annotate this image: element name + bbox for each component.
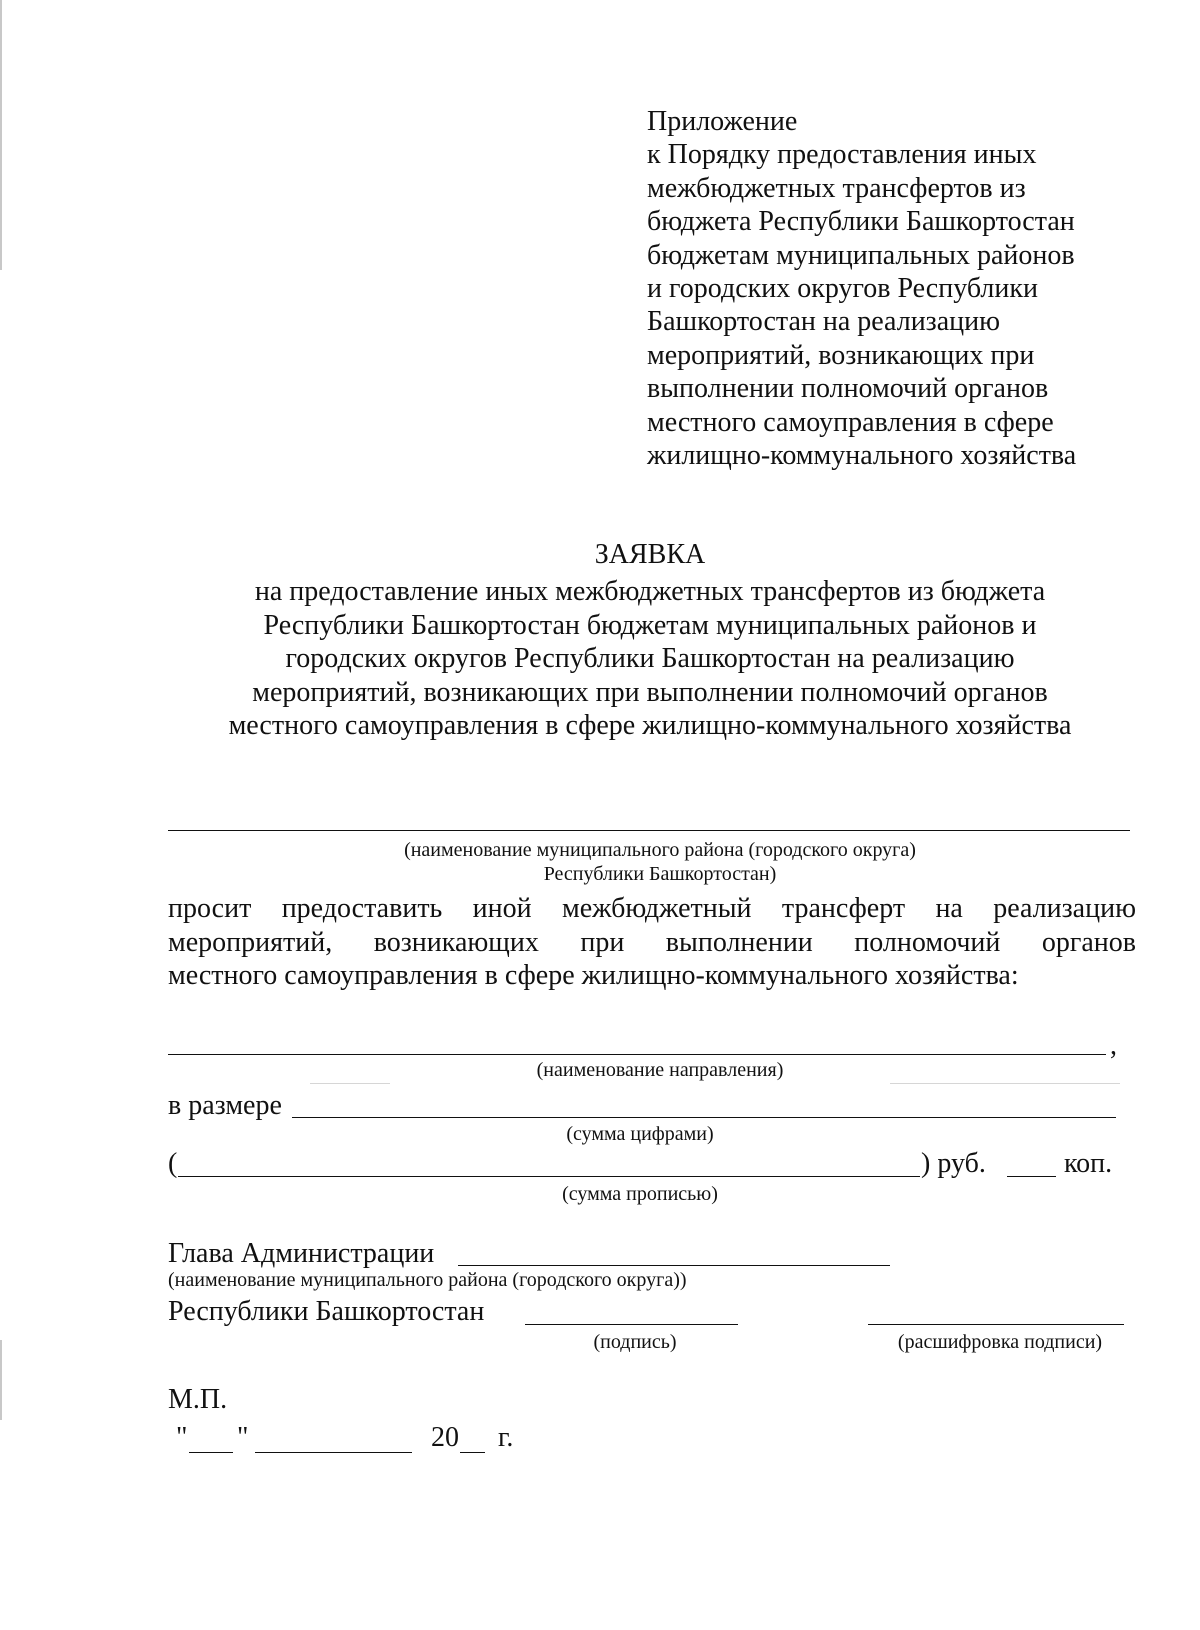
- municipality-name-field[interactable]: [168, 830, 1130, 831]
- appendix-line: Приложение: [647, 106, 798, 137]
- amount-digits-caption: (сумма цифрами): [566, 1123, 714, 1145]
- kopecks-field[interactable]: [1007, 1176, 1056, 1177]
- stamp-label: М.П.: [168, 1384, 228, 1415]
- signature-decoding-field[interactable]: [868, 1324, 1124, 1325]
- scan-edge-mark-top: [0, 0, 2, 270]
- subtitle-line: Республики Башкортостан бюджетам муниципальных районов и: [263, 609, 1037, 641]
- appendix-line: межбюджетных трансфертов из: [647, 172, 1026, 204]
- open-parenthesis: (: [168, 1148, 178, 1179]
- amount-words-caption: (сумма прописью): [562, 1183, 718, 1205]
- date-year-field[interactable]: [460, 1452, 485, 1453]
- kop-label: коп.: [1064, 1148, 1113, 1179]
- date-quote-open: ": [176, 1422, 188, 1453]
- signature-field[interactable]: [525, 1324, 738, 1325]
- request-line: местного самоуправления в сфере жилищно-коммунального хозяйства:: [168, 960, 1019, 991]
- year-prefix: 20: [431, 1422, 459, 1453]
- subtitle-line: городских округов Республики Башкортостан на реализацию: [285, 643, 1015, 675]
- request-line: просит предоставить иной межбюджетный трансферт на реализацию: [168, 893, 1136, 924]
- request-paragraph: [168, 892, 1136, 993]
- appendix-line: местного самоуправления в сфере: [647, 406, 1054, 438]
- signature-caption: (подпись): [593, 1331, 677, 1353]
- appendix-line: выполнении полномочий органов: [647, 373, 1049, 405]
- head-caption: (наименование муниципального района (городского округа)): [168, 1269, 687, 1291]
- appendix-line: мероприятий, возникающих при: [647, 339, 1035, 371]
- date-quote-close: ": [237, 1422, 249, 1453]
- amount-label: в размере: [168, 1090, 282, 1121]
- scan-artifact-line: [310, 1083, 390, 1084]
- amount-words-field[interactable]: [178, 1176, 920, 1177]
- direction-name-field[interactable]: [168, 1054, 1106, 1055]
- scan-artifact-line: [890, 1083, 1120, 1084]
- municipality-caption: (наименование муниципального района (городского округа): [404, 839, 916, 861]
- appendix-line: жилищно-коммунального хозяйства: [647, 440, 1077, 472]
- republic-label: Республики Башкортостан: [168, 1296, 485, 1327]
- appendix-line: бюджетам муниципальных районов: [647, 239, 1075, 271]
- appendix-line: бюджета Республики Башкортостан: [647, 206, 1075, 238]
- direction-comma: ,: [1110, 1030, 1117, 1061]
- year-suffix: г.: [498, 1422, 514, 1453]
- date-day-field[interactable]: [189, 1452, 233, 1453]
- appendix-block: [647, 105, 1147, 472]
- amount-digits-field[interactable]: [292, 1117, 1116, 1118]
- appendix-line: к Порядку предоставления иных: [647, 139, 1037, 171]
- municipality-caption-republic: Республики Башкортостан): [543, 863, 777, 885]
- appendix-line: и городских округов Республики: [647, 273, 1038, 305]
- date-month-field[interactable]: [255, 1452, 412, 1453]
- subtitle-line: мероприятий, возникающих при выполнении полномочий органов: [252, 676, 1048, 708]
- document-subtitle: [170, 575, 1130, 743]
- direction-caption: (наименование направления): [536, 1059, 784, 1081]
- scan-edge-mark-bottom: [0, 1340, 2, 1420]
- head-label: Глава Администрации: [168, 1238, 435, 1269]
- subtitle-line: на предоставление иных межбюджетных трансфертов из бюджета: [254, 576, 1046, 607]
- request-line: мероприятий, возникающих при выполнении полномочий органов: [168, 926, 1136, 958]
- appendix-line: Башкортостан на реализацию: [647, 306, 1001, 338]
- decoding-caption: (расшифровка подписи): [897, 1331, 1103, 1353]
- rub-label: ) руб.: [921, 1148, 986, 1179]
- head-municipality-field[interactable]: [458, 1265, 890, 1266]
- subtitle-line: местного самоуправления в сфере жилищно-коммунального хозяйства: [228, 710, 1072, 742]
- document-title: ЗАЯВКА: [594, 539, 706, 570]
